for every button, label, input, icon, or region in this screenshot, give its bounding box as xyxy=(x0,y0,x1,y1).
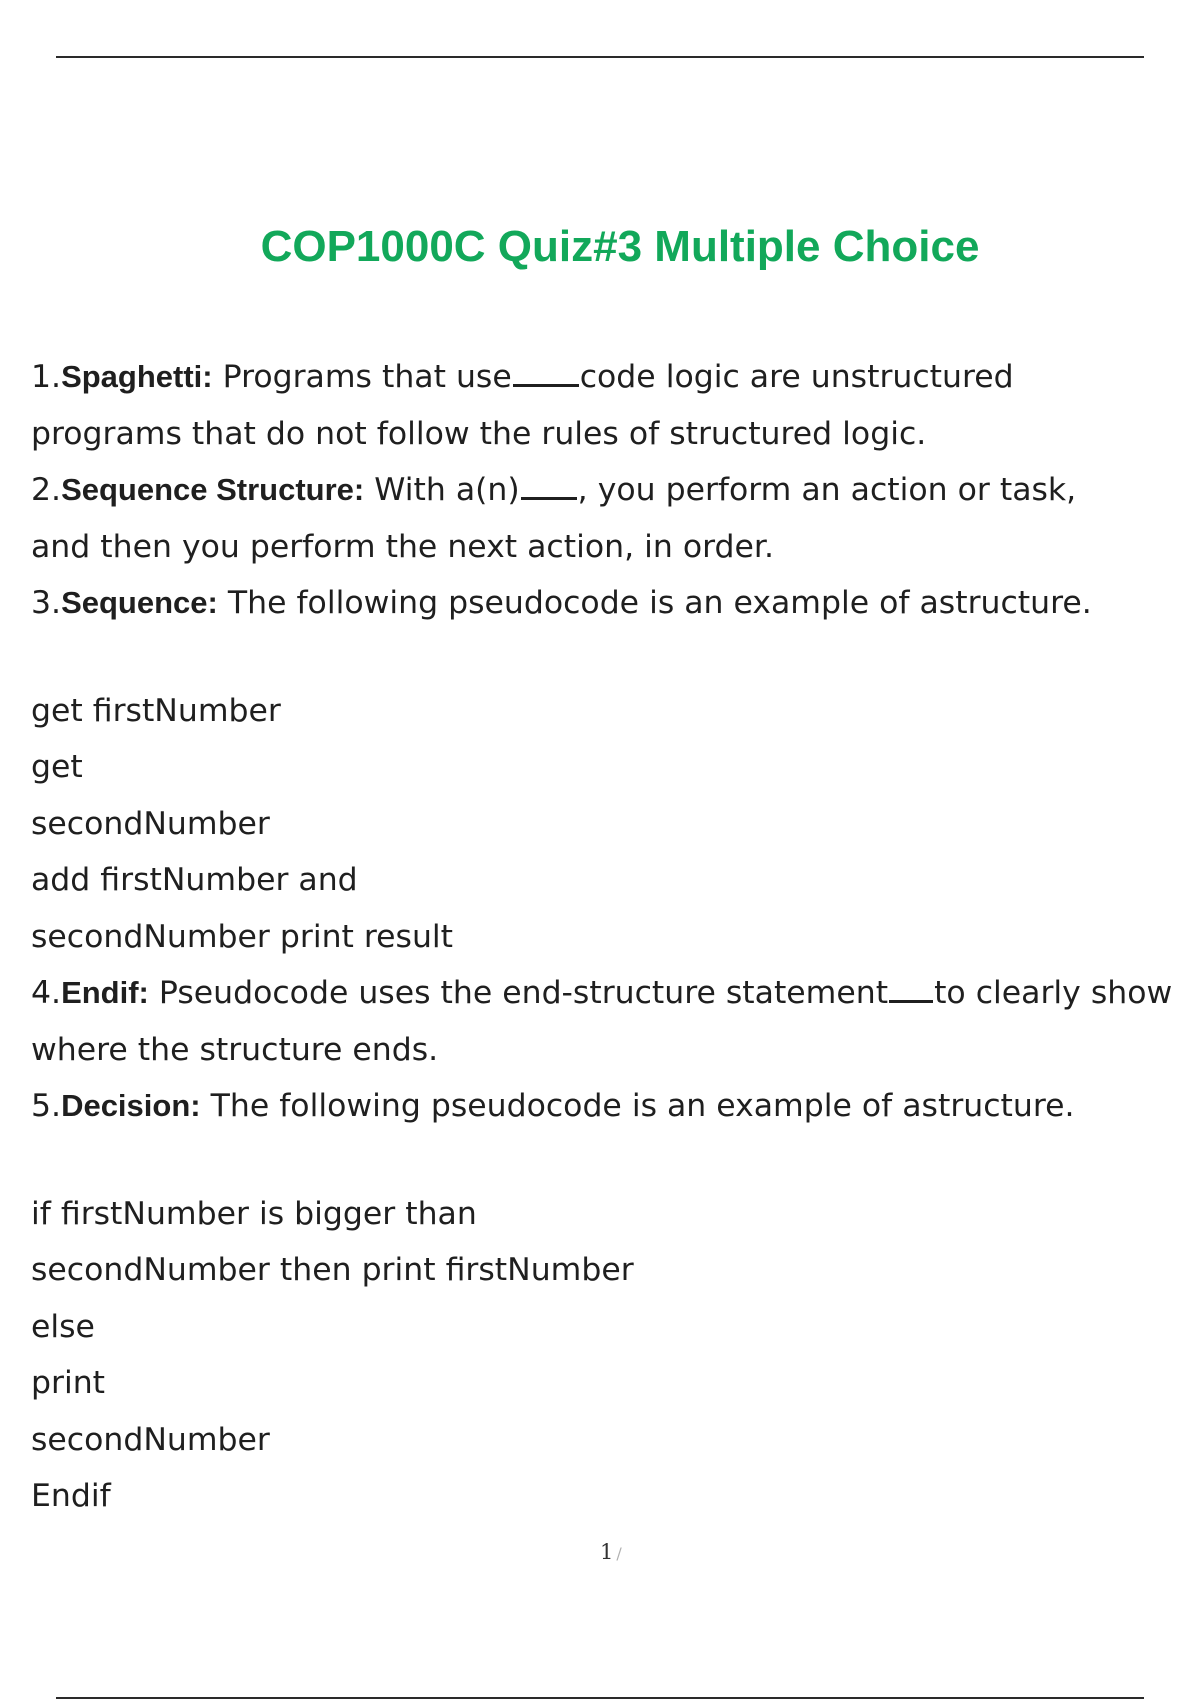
question-text: Programs that use xyxy=(212,359,512,395)
question-text: code logic are unstructured xyxy=(579,359,1014,395)
pseudocode-block xyxy=(31,683,1200,966)
question-number: 5. xyxy=(31,1088,62,1124)
question-text: The following pseudocode is an example of astructure. xyxy=(217,585,1092,621)
question-number: 3. xyxy=(31,585,62,621)
code-line: secondNumber xyxy=(31,805,270,842)
code-line: secondNumber print result xyxy=(31,918,454,955)
code-line: secondNumber then print firstNumber xyxy=(31,1252,634,1288)
question-number: 2. xyxy=(31,472,62,508)
question-text: The following pseudocode is an example of astructure. xyxy=(200,1088,1075,1124)
answer-blank xyxy=(521,477,577,500)
answer-blank xyxy=(513,364,579,387)
question-text: With a(n) xyxy=(364,472,520,508)
question-text: Pseudocode uses the end-structure statement xyxy=(148,975,889,1011)
question-3 xyxy=(31,575,1200,632)
code-line: get firstNumber xyxy=(31,692,281,729)
bottom-rule xyxy=(56,1697,1144,1699)
page-separator: / xyxy=(616,1544,622,1563)
question-5 xyxy=(31,1078,1200,1135)
question-term: Sequence: xyxy=(61,585,218,620)
question-1-continuation: programs that do not follow the rules of structured logic. xyxy=(31,415,927,452)
question-term: Sequence Structure: xyxy=(61,472,365,507)
pseudocode-block xyxy=(31,1186,1200,1525)
question-2 xyxy=(31,462,1200,519)
code-line: secondNumber xyxy=(31,1421,270,1458)
question-number: 4. xyxy=(31,975,62,1011)
code-line: Endif xyxy=(31,1478,111,1514)
spacer xyxy=(31,632,1200,683)
code-line: else xyxy=(31,1308,95,1345)
quiz-content xyxy=(31,349,1200,1525)
question-number: 1. xyxy=(31,359,62,395)
question-4-continuation: where the structure ends. xyxy=(31,1031,439,1068)
code-line: add firstNumber and xyxy=(31,862,358,898)
code-line: get xyxy=(31,749,83,785)
question-4 xyxy=(31,965,1200,1022)
page-title: COP1000C Quiz#3 Multiple Choice xyxy=(260,222,980,271)
question-text: to clearly show xyxy=(934,975,1173,1011)
spacer xyxy=(31,1135,1200,1186)
question-term: Decision: xyxy=(61,1088,201,1123)
page-number-value: 1 xyxy=(600,1540,614,1564)
answer-blank xyxy=(889,980,933,1003)
page-number xyxy=(600,1540,622,1564)
code-line: if firstNumber is bigger than xyxy=(31,1195,477,1232)
code-line: print xyxy=(31,1365,106,1401)
question-text: , you perform an action or task, xyxy=(577,472,1077,508)
question-1 xyxy=(31,349,1200,406)
question-2-continuation: and then you perform the next action, in order. xyxy=(31,528,774,565)
question-term: Spaghetti: xyxy=(61,359,213,394)
top-rule xyxy=(56,56,1144,58)
question-term: Endif: xyxy=(61,975,149,1010)
